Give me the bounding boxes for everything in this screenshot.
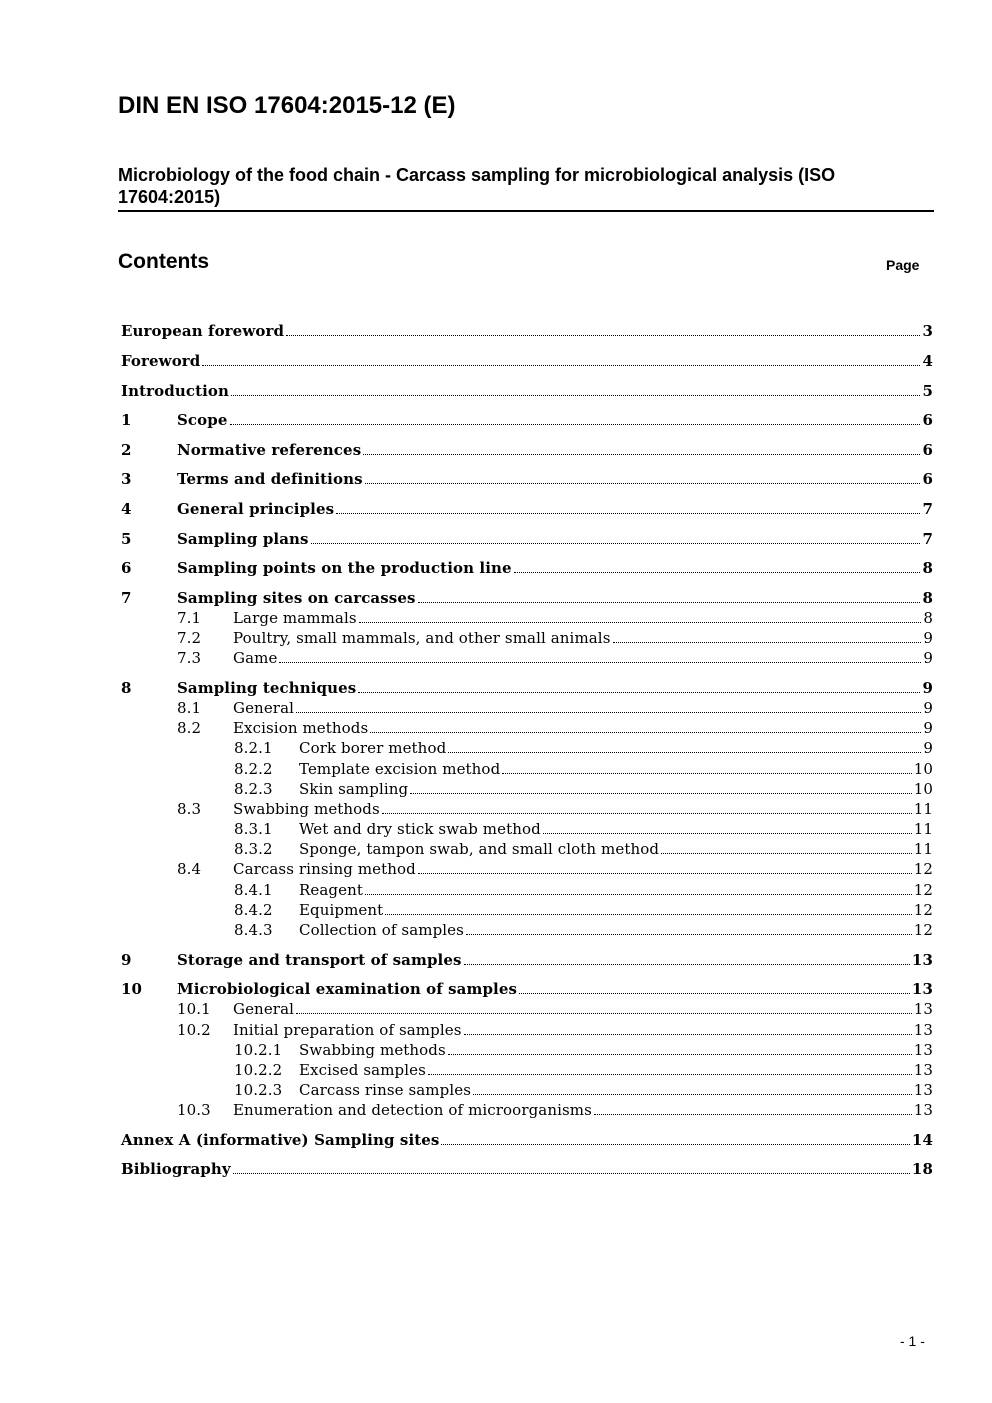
document-subtitle: Microbiology of the food chain - Carcass sampling for microbiological analysis (ISO 17604:2015) — [118, 165, 836, 207]
toc-entry-title: General principles — [177, 500, 335, 518]
toc-entry[interactable] — [121, 320, 933, 340]
toc-entry-title: Microbiological examination of samples — [177, 980, 518, 998]
toc-entry-number: 8.3 — [177, 800, 202, 818]
toc-entry-title: Carcass rinsing method — [233, 860, 416, 878]
toc-entry[interactable] — [121, 717, 933, 737]
toc-entry[interactable] — [121, 818, 933, 838]
dot-leader — [279, 662, 921, 663]
toc-entry-number: 10.2.1 — [234, 1041, 283, 1059]
dot-leader — [286, 335, 920, 336]
toc-entry-page: 9 — [923, 649, 933, 667]
toc-entry-number: 10.2 — [177, 1021, 211, 1039]
toc-entry-title: Storage and transport of samples — [177, 951, 462, 969]
dot-leader — [370, 732, 921, 733]
toc-entry[interactable] — [121, 1019, 933, 1039]
toc-entry[interactable] — [121, 528, 933, 548]
toc-entry[interactable] — [121, 697, 933, 717]
dot-leader — [448, 1054, 912, 1055]
toc-entry-number: 4 — [121, 500, 132, 518]
dot-leader — [363, 454, 920, 455]
toc-entry-number: 7.3 — [177, 649, 202, 667]
toc-entry[interactable] — [121, 1129, 933, 1149]
toc-entry-title: Cork borer method — [299, 739, 447, 757]
toc-entry-title: Sponge, tampon swab, and small cloth method — [299, 840, 660, 858]
toc-entry-page: 5 — [922, 382, 933, 400]
dot-leader — [358, 692, 920, 693]
title-divider — [118, 210, 934, 212]
page-column-label: Page — [886, 257, 920, 273]
toc-entry-page: 7 — [922, 500, 933, 518]
toc-entry-page: 10 — [913, 780, 933, 798]
toc-entry-number: 8 — [121, 679, 132, 697]
toc-entry[interactable] — [121, 998, 933, 1018]
toc-entry-page: 8 — [922, 589, 933, 607]
toc-entry-number: 8.2.2 — [234, 760, 273, 778]
dot-leader — [519, 993, 910, 994]
dot-leader — [202, 365, 920, 366]
toc-entry-title: Annex A (informative) Sampling sites — [121, 1131, 440, 1149]
toc-entry-number: 6 — [121, 559, 132, 577]
toc-entry-page: 10 — [913, 760, 933, 778]
dot-leader — [359, 622, 922, 623]
toc-entry-title: Excised samples — [299, 1061, 426, 1079]
toc-entry-page: 9 — [922, 679, 933, 697]
dot-leader — [385, 914, 911, 915]
contents-heading: Contents — [118, 250, 209, 273]
dot-leader — [448, 752, 921, 753]
toc-entry-title: Introduction — [121, 382, 230, 400]
toc-entry-page: 12 — [913, 901, 933, 919]
toc-entry-title: Wet and dry stick swab method — [299, 820, 541, 838]
toc-entry-title: Foreword — [121, 352, 201, 370]
toc-entry[interactable] — [121, 350, 933, 370]
page-number: - 1 - — [900, 1333, 925, 1349]
toc-entry-page: 13 — [911, 951, 933, 969]
dot-leader — [428, 1074, 912, 1075]
toc-entry-page: 13 — [913, 1081, 933, 1099]
toc-entry-title: Sampling points on the production line — [177, 559, 512, 577]
dot-leader — [382, 813, 912, 814]
toc-entry[interactable] — [121, 858, 933, 878]
toc-entry-title: Scope — [177, 411, 228, 429]
toc-entry[interactable] — [121, 1158, 933, 1178]
toc-entry-title: Poultry, small mammals, and other small animals — [233, 629, 611, 647]
dot-leader — [311, 543, 921, 544]
toc-entry-title: Sampling techniques — [177, 679, 357, 697]
toc-entry-page: 18 — [911, 1160, 933, 1178]
toc-entry-title: General — [233, 699, 295, 717]
toc-entry-page: 7 — [922, 530, 933, 548]
dot-leader — [464, 1034, 912, 1035]
toc-entry[interactable] — [121, 899, 933, 919]
toc-entry-page: 8 — [922, 559, 933, 577]
toc-entry-title: Sampling plans — [177, 530, 309, 548]
toc-entry[interactable] — [121, 647, 933, 667]
toc-entry-title: European foreword — [121, 322, 285, 340]
toc-entry-title: Swabbing methods — [233, 800, 380, 818]
toc-entry-number: 5 — [121, 530, 132, 548]
dot-leader — [410, 793, 911, 794]
toc-entry[interactable] — [121, 498, 933, 518]
toc-entry-number: 7.1 — [177, 609, 202, 627]
toc-entry-title: General — [233, 1000, 295, 1018]
dot-leader — [661, 853, 912, 854]
toc-entry-page: 13 — [913, 1041, 933, 1059]
toc-entry[interactable] — [121, 587, 933, 607]
dot-leader — [502, 773, 911, 774]
toc-entry-number: 8.2.3 — [234, 780, 273, 798]
toc-entry-page: 11 — [913, 800, 933, 818]
dot-leader — [233, 1173, 910, 1174]
toc-entry-number: 1 — [121, 411, 132, 429]
toc-entry[interactable] — [121, 380, 933, 400]
document-title: DIN EN ISO 17604:2015-12 (E) — [118, 92, 456, 119]
dot-leader — [514, 572, 921, 573]
toc-entry-title: Game — [233, 649, 278, 667]
toc-entry-number: 10.1 — [177, 1000, 211, 1018]
toc-entry-title: Enumeration and detection of microorganisms — [233, 1101, 592, 1119]
dot-leader — [543, 833, 912, 834]
toc-entry-title: Bibliography — [121, 1160, 231, 1178]
toc-entry-number: 8.4 — [177, 860, 202, 878]
toc-entry-number: 8.4.3 — [234, 921, 273, 939]
dot-leader — [418, 873, 912, 874]
toc-entry-number: 10.3 — [177, 1101, 211, 1119]
toc-entry-number: 8.1 — [177, 699, 202, 717]
toc-entry-page: 9 — [923, 719, 933, 737]
toc-entry-title: Normative references — [177, 441, 362, 459]
toc-entry-title: Swabbing methods — [299, 1041, 446, 1059]
toc-entry[interactable] — [121, 439, 933, 459]
toc-entry-number: 8.3.2 — [234, 840, 273, 858]
toc-entry-number: 3 — [121, 470, 132, 488]
toc-entry[interactable] — [121, 838, 933, 858]
toc-entry-title: Excision methods — [233, 719, 369, 737]
toc-entry-page: 11 — [913, 840, 933, 858]
dot-leader — [473, 1094, 912, 1095]
toc-entry-title: Terms and definitions — [177, 470, 363, 488]
toc-entry[interactable] — [121, 737, 933, 757]
dot-leader — [466, 934, 912, 935]
toc-entry-page: 9 — [923, 629, 933, 647]
toc-entry[interactable] — [121, 1099, 933, 1119]
toc-entry[interactable] — [121, 627, 933, 647]
toc-entry-number: 9 — [121, 951, 132, 969]
toc-entry-number: 10 — [121, 980, 143, 998]
toc-entry-page: 13 — [913, 1000, 933, 1018]
dot-leader — [336, 513, 920, 514]
toc-entry-title: Template excision method — [299, 760, 501, 778]
toc-entry-title: Equipment — [299, 901, 384, 919]
toc-entry-number: 8.3.1 — [234, 820, 273, 838]
toc-entry[interactable] — [121, 949, 933, 969]
toc-entry-number: 8.2 — [177, 719, 202, 737]
dot-leader — [231, 395, 920, 396]
dot-leader — [464, 964, 910, 965]
toc-entry[interactable] — [121, 758, 933, 778]
toc-entry-page: 3 — [922, 322, 933, 340]
dot-leader — [613, 642, 922, 643]
toc-entry-number: 8.4.2 — [234, 901, 273, 919]
toc-entry[interactable] — [121, 409, 933, 429]
toc-entry-page: 14 — [911, 1131, 933, 1149]
toc-entry-number: 2 — [121, 441, 132, 459]
dot-leader — [296, 712, 921, 713]
toc-entry-page: 6 — [922, 441, 933, 459]
toc-entry-title: Collection of samples — [299, 921, 464, 939]
toc-entry[interactable] — [121, 1059, 933, 1079]
toc-entry[interactable] — [121, 1039, 933, 1059]
dot-leader — [230, 424, 921, 425]
toc-entry[interactable] — [121, 468, 933, 488]
toc-entry-number: 10.2.2 — [234, 1061, 283, 1079]
dot-leader — [365, 894, 912, 895]
toc-entry[interactable] — [121, 557, 933, 577]
dot-leader — [441, 1144, 909, 1145]
toc-entry-number: 8.2.1 — [234, 739, 273, 757]
toc-entry[interactable] — [121, 798, 933, 818]
toc-entry-page: 12 — [913, 860, 933, 878]
toc-entry-page: 9 — [923, 699, 933, 717]
toc-entry-title: Sampling sites on carcasses — [177, 589, 416, 607]
toc-entry-page: 13 — [913, 1061, 933, 1079]
toc-entry-page: 13 — [913, 1101, 933, 1119]
toc-entry-page: 8 — [923, 609, 933, 627]
toc-entry-number: 10.2.3 — [234, 1081, 283, 1099]
toc-entry-number: 8.4.1 — [234, 881, 273, 899]
toc-entry[interactable] — [121, 978, 933, 998]
toc-entry-page: 12 — [913, 921, 933, 939]
toc-entry-number: 7.2 — [177, 629, 202, 647]
dot-leader — [594, 1114, 912, 1115]
toc-entry-page: 12 — [913, 881, 933, 899]
toc-entry[interactable] — [121, 919, 933, 939]
toc-entry-title: Large mammals — [233, 609, 357, 627]
toc-entry[interactable] — [121, 677, 933, 697]
toc-entry-title: Skin sampling — [299, 780, 409, 798]
dot-leader — [296, 1013, 912, 1014]
toc-entry[interactable] — [121, 879, 933, 899]
toc-entry[interactable] — [121, 607, 933, 627]
toc-entry-page: 11 — [913, 820, 933, 838]
toc-entry-page: 13 — [913, 1021, 933, 1039]
dot-leader — [365, 483, 921, 484]
toc-entry-page: 6 — [922, 411, 933, 429]
toc-entry-title: Initial preparation of samples — [233, 1021, 462, 1039]
toc-entry[interactable] — [121, 1079, 933, 1099]
toc-entry-number: 7 — [121, 589, 132, 607]
toc-entry-title: Reagent — [299, 881, 363, 899]
toc-entry-page: 4 — [922, 352, 933, 370]
dot-leader — [418, 602, 921, 603]
toc-entry-title: Carcass rinse samples — [299, 1081, 472, 1099]
toc-entry-page: 13 — [911, 980, 933, 998]
toc-entry-page: 9 — [923, 739, 933, 757]
toc-entry[interactable] — [121, 778, 933, 798]
toc-entry-page: 6 — [922, 470, 933, 488]
